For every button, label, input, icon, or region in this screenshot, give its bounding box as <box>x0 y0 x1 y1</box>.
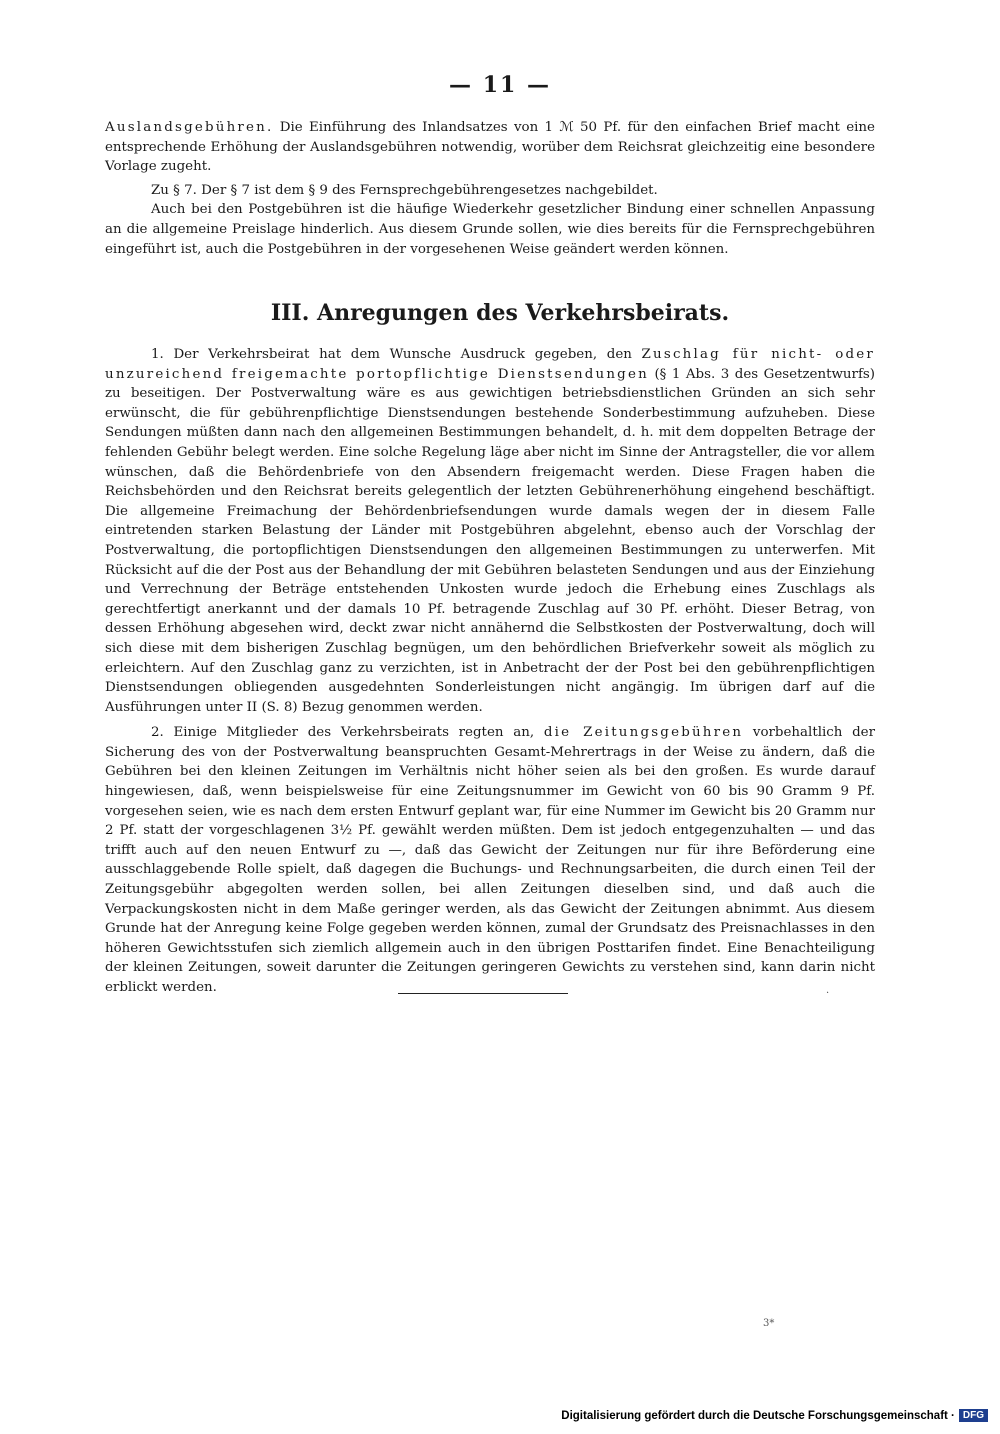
paragraph-text: 2. Einige Mitglieder des Verkehrsbeirats regten an, <box>151 725 535 741</box>
top-section <box>105 118 875 259</box>
footer-text: Digitalisierung gefördert durch die Deutsche Forschungsgemeinschaft · <box>561 1409 955 1422</box>
paragraph-1-zuschlag <box>105 345 875 717</box>
paragraph-zu-paragraph-7: Zu § 7. Der § 7 ist dem § 9 des Fernsprechgebührengesetzes nachgebildet. <box>151 182 658 198</box>
paragraph-text: vorbehaltlich der Sicherung des von der Postverwaltung beanspruchten Gesamt-Mehrertrags in der Weise zu ändern, daß die Gebühren bei den kleinen Zeitungen im Verhältnis nicht höher seien als bei den großen. Es wurde darauf hingewiesen, daß, wenn beispielsweise für eine Zeitungsnummer im Gewicht von 60 bis 90 Gramm 9 Pf. vorgesehen seien, wie es nach dem ersten Entwurf geplant war, für eine Nummer im Gewicht bis 20 Gramm nur 2 Pf. statt der vorgeschlagenen 3½ Pf. gewählt werden müßten. Dem ist jedoch entgegenzuhalten — und das trifft auch auf den neuen Entwurf zu —, daß das Gewicht der Zeitungen nur für ihre Beförderung eine ausschlaggebende Rolle spielt, daß dagegen die Buchungs- und Rechnungsarbeiten, die durch einen Teil der Zeitungsgebühr abgegolten werden sollen, bei allen Zeitungen dieselben sind, und daß auch die Verpackungskosten nicht in dem Maße geringer werden, als das Gewicht der Zeitungen abnimmt. Aus diesem Grunde hat der Anregung keine Folge gegeben werden können, zumal der Grundsatz des Preisnachlasses in den höheren Gewichtsstufen sich ziemlich allgemein auch in den übrigen Posttarifen findet. Eine Benachteiligung der kleinen Zeitungen, soweit darunter die Zeitungen geringeren Gewichts zu verstehen sind, kann darin nicht erblickt werden. <box>105 725 876 995</box>
dfg-logo: DFG <box>959 1409 988 1422</box>
section-heading: III. Anregungen des Verkehrsbeirats. <box>270 300 730 326</box>
footer-credit <box>561 1409 988 1422</box>
ink-dot: · <box>826 988 830 999</box>
paragraph-text: (§ 1 Abs. 3 des Gesetzentwurfs) zu beseitigen. Der Postverwaltung wäre es aus gewichtigen betriebsdienstlichen Gründen an sich sehr erwünscht, die für gebührenpflichtige Dienstsendungen bestehende Sonderbestimmung aufzuheben. Diese Sendungen müßten dann nach den allgemeinen Bestimmungen behandelt, d. h. mit dem doppelten Betrage der fehlenden Gebühr belegt werden. Eine solche Regelung läge aber nicht im Sinne der Antragsteller, die vor allem wünschen, daß die Behördenbriefe von den Absendern freigemacht werden. Diese Fragen haben die Reichsbehörden und den Reichsrat bereits gelegentlich der letzten Gebührenerhöhung eingehend beschäftigt. Die allgemeine Freimachung der Behördenbriefsendungen wurde damals wegen der in diesem Falle eintretenden starken Belastung der Länder mit Postgebühren abgelehnt, ebenso auch der Vorschlag der Postverwaltung, die portopflichtigen Dienstsendungen den allgemeinen Bestimmungen zu unterwerfen. Mit Rücksicht auf die der Post aus der Behandlung der mit Gebühren belasteten Sendungen und aus der Einziehung und Verrechnung der Beträge entstehenden Unkosten wurde jedoch die Erhebung eines Zuschlags als gerechtfertigt anerkannt und der damals 10 Pf. betragende Zuschlag auf 30 Pf. erhöht. Dieser Betrag, von dessen Erhöhung abgesehen wird, deckt zwar nicht annähernd die Selbstkosten der Postverwaltung, doch will sich diese mit dem bisherigen Zuschlag begnügen, um den behördlichen Briefverkehr soweit als möglich zu erleichtern. Auf den Zuschlag ganz zu verzichten, ist in Anbetracht der der Post bei den gebührenpflichtigen Dienstsendungen obliegenden ausgedehnten Sonderleistungen nicht angängig. Im übrigen darf auf die Ausführungen unter II (S. 8) Bezug genommen werden. <box>105 366 875 715</box>
paragraph-text: Die Einführung des Inlandsatzes von 1 ℳ 50 Pf. für den einfachen Brief macht eine entsprechende Erhöhung der Auslandsgebühren notwendig, worüber dem Reichsrat gleichzeitig eine besondere Vorlage zugeht. <box>105 120 875 175</box>
end-rule <box>398 993 568 994</box>
page-number: — 11 — <box>449 72 551 98</box>
paragraph-auslandsgebuehren <box>105 118 875 177</box>
paragraph-postgebuehren: Auch bei den Postgebühren ist die häufige Wiederkehr gesetzlicher Bindung einer schnellen Anpassung an die allgemeine Preislage hinderlich. Aus diesem Grunde sollen, wie dies bereits für die Fernsprechgebühren eingeführt ist, auch die Postgebühren in der vorgesehenen Weise geändert werden können. <box>105 202 875 257</box>
signature-mark: 3* <box>763 1318 775 1329</box>
spaced-term: die Zeitungsgebühren <box>543 725 744 741</box>
paragraph-2-zeitungsgebuehren <box>105 723 875 997</box>
section-body <box>105 345 875 998</box>
spaced-term: Auslandsgebühren. <box>105 120 274 135</box>
paragraph-text: 1. Der Verkehrsbeirat hat dem Wunsche Ausdruck gegeben, den <box>151 347 632 362</box>
spaced-term: Zuschlag für nicht- oder unzureichend freigemachte portopflichtige Dienstsendungen <box>105 347 875 382</box>
